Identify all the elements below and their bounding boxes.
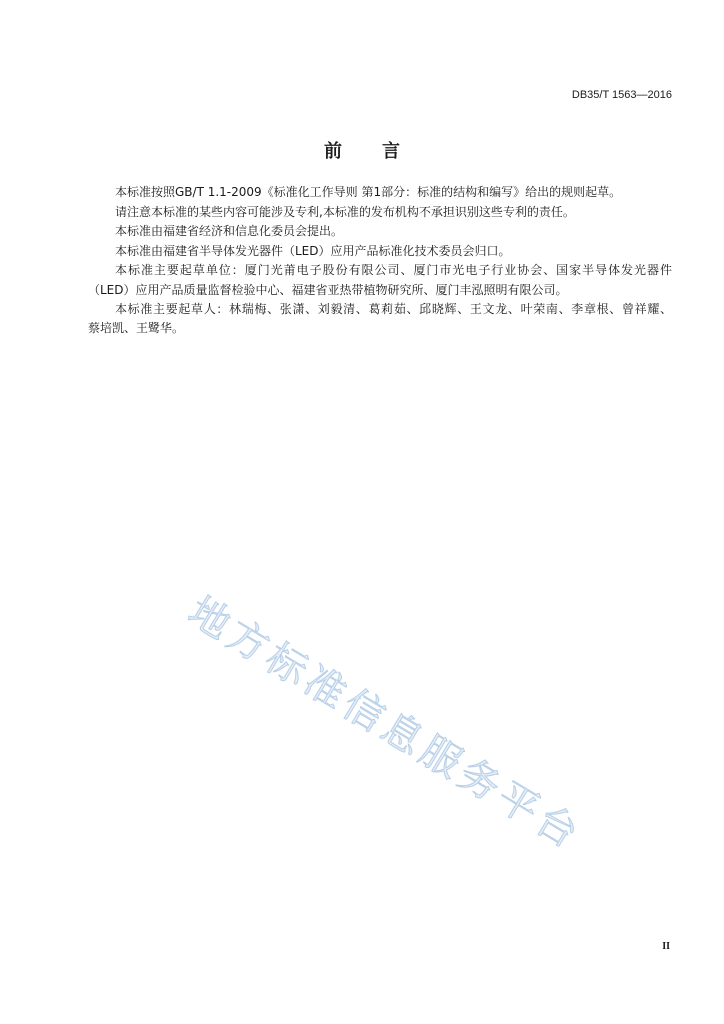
paragraph-line: 请注意本标准的某些内容可能涉及专利,本标准的发布机构不承担识别这些专利的责任。 bbox=[115, 205, 575, 219]
standard-code-header: DB35/T 1563—2016 bbox=[571, 89, 672, 101]
paragraph-line: （LED）应用产品质量监督检验中心、福建省亚热带植物研究所、厦门丰泓照明有限公司。 bbox=[88, 282, 568, 297]
paragraph-line: 本标准由福建省经济和信息化委员会提出。 bbox=[115, 224, 344, 239]
paragraph-centralized-by bbox=[88, 242, 672, 261]
paragraph-line: 本标准按照GB/T 1.1-2009《标准化工作导则 第1部分：标准的结构和编写》给出的规则起草。 bbox=[115, 185, 622, 199]
paragraph-line: 本标准由福建省半导体发光器件（LED）应用产品标准化技术委员会归口。 bbox=[115, 243, 511, 258]
foreword-body bbox=[88, 182, 672, 339]
platform-watermark: 地方标准信息服务平台 bbox=[180, 588, 590, 860]
paragraph-line: 本标准主要起草人：林瑞梅、张潇、刘毅清、葛莉茹、邱晓辉、王文龙、叶荣南、李章根、曾祥耀、 bbox=[115, 301, 672, 316]
paragraph-drafting-rules bbox=[88, 182, 672, 203]
paragraph-drafting-organizations bbox=[88, 261, 672, 300]
foreword-title: 前言 bbox=[324, 141, 440, 162]
page-number: II bbox=[662, 941, 670, 952]
paragraph-patent-notice bbox=[88, 203, 672, 222]
paragraph-line: 蔡培凯、王鹭华。 bbox=[88, 321, 185, 336]
paragraph-drafters bbox=[88, 300, 672, 339]
paragraph-line: 本标准主要起草单位：厦门光莆电子股份有限公司、厦门市光电子行业协会、国家半导体发光器件 bbox=[115, 263, 672, 278]
paragraph-proposed-by bbox=[88, 222, 672, 241]
